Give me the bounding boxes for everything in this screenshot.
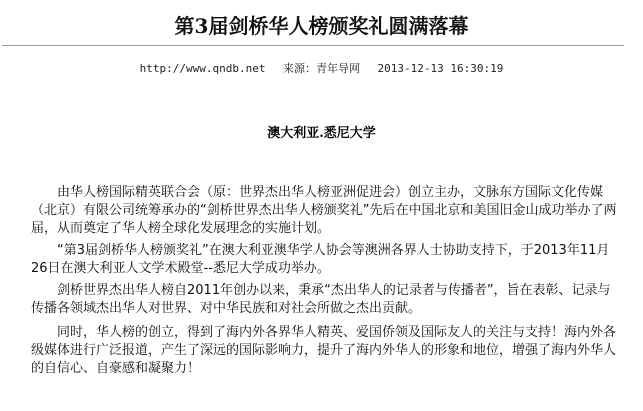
article-body [31,184,621,382]
article-paragraph: 剑桥世界杰出华人榜自2011年创办以来，秉承“杰出华人的记录者与传播者”，旨在表彰、记录与传播各领域杰出华人对世界、对中华民族和对社会所做之杰出贡献。 [31,283,611,316]
source-url[interactable]: http://www.qndb.net [139,62,266,75]
article-paragraph: “第3届剑桥华人榜颁奖礼”在澳大利亚澳华学人协会等澳洲各界人士协助支持下，于2013年11月26日在澳大利亚人文学术殿堂--悉尼大学成功举办。 [31,243,610,276]
publish-datetime: 2013-12-13 16:30:19 [377,62,504,75]
article-meta [0,60,643,76]
article-subtitle: 澳大利亚.悉尼大学 [267,126,376,141]
title-divider [2,45,624,46]
page-title: 第3届剑桥华人榜颁奖礼圆满落幕 [174,14,469,38]
source-label: 来源：青年导网 [283,62,360,75]
article-paragraph: 由华人榜国际精英联合会（原：世界杰出华人榜亚洲促进会）创立主办，文脉东方国际文化传媒（北京）有限公司统筹承办的“剑桥世界杰出华人榜颁奖礼”先后在中国北京和美国旧金山成功举办了两届，从而奠定了华人榜全球化发展理念的实施计划。 [31,185,617,236]
article-paragraph: 同时，华人榜的创立，得到了海内外各界华人精英、爱国侨领及国际友人的关注与支持！海内外各级媒体进行广泛报道，产生了深远的国际影响力，提升了海内外华人的形象和地位，增强了海内外华人的自信心、自豪感和凝聚力！ [31,325,617,376]
